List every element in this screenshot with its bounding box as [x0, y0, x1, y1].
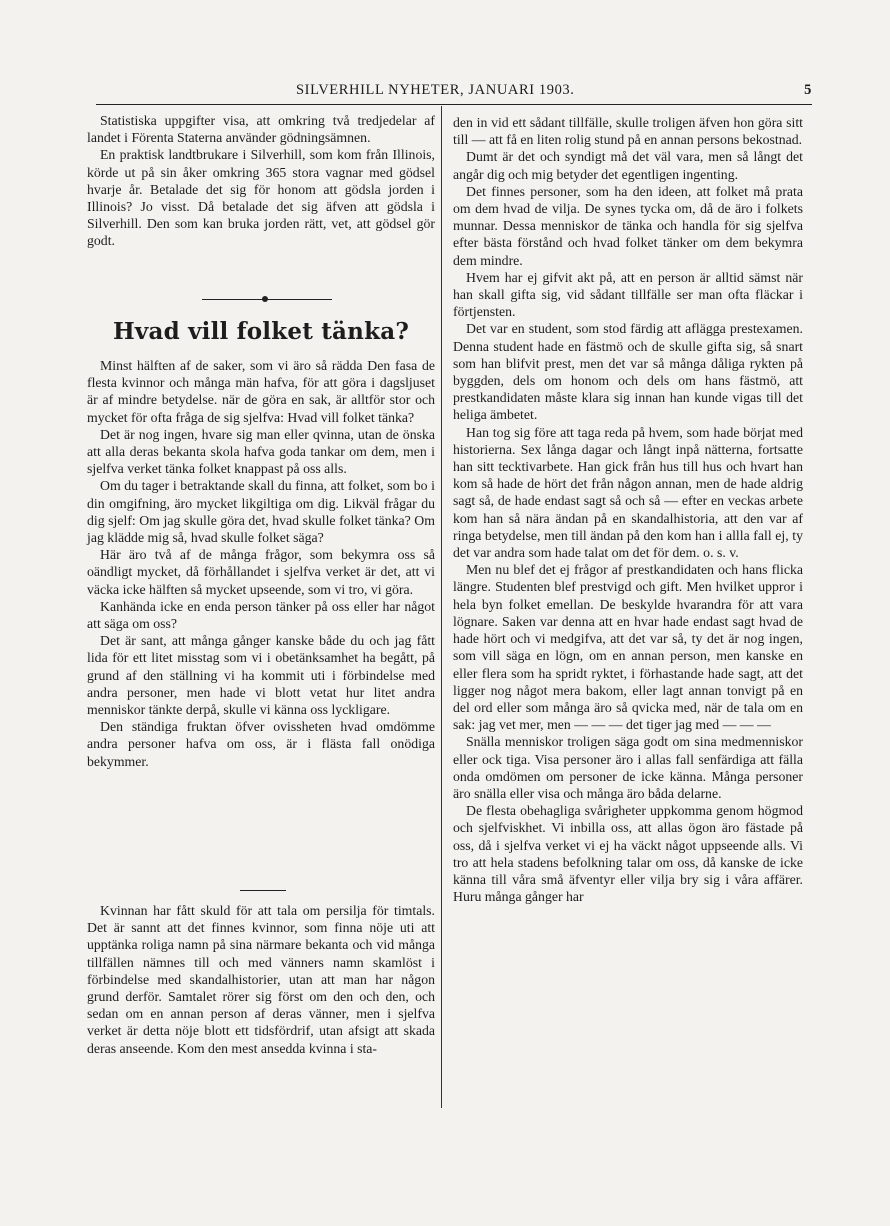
- paragraph: Men nu blef det ej frågor af prestkandidaten och hans flicka längre. Studenten blef prestvigd och gift. Men hvilket uppror i hela byn folket emellan. De beskylde hvarandra för att vara lögnare. Saken var denna att en hvar hade endast sagt hvad de hade hört och vi medgifva, att det var så, ty det är nog ingen, som vill säga en lögn, om en annan person, men kanske en eller flera som ha spridt ryktet, i förhastande hade sagt, att det ligger nog något mera bakom, eller lagt annan tonvigt på en del ord eller som många äro så qvicka med, när de tala om en sak: jag vet mer, men — — — det tiger jag med — — —: [453, 562, 803, 733]
- paragraph: Kanhända icke en enda person tänker på oss eller har något att säga om oss?: [87, 598, 435, 632]
- page-number: 5: [804, 82, 812, 98]
- left-top-section: [87, 112, 435, 250]
- paragraph: Här äro två af de många frågor, som bekymra oss så oändligt mycket, då förhållandet i sjelfva verket är det, att vi väcka icke hälften så mycket upseende, som vi tro, vi göra.: [87, 547, 435, 597]
- article-title: Hvad vill folket tänka?: [112, 318, 409, 345]
- paragraph: Hvem har ej gifvit akt på, att en person är alltid sämst när han skall gifta sig, vid sådant tillfälle ser man ofta fläckar i förtjensten.: [453, 269, 803, 320]
- left-bottom-section: [87, 902, 435, 1057]
- paragraph: Statistiska uppgifter visa, att omkring två tredjedelar af landet i Förenta Staterna använder gödningsämnen.: [87, 113, 435, 146]
- section-ornament-dot: [262, 296, 268, 302]
- section-short-rule: [240, 890, 286, 891]
- header-rule: [96, 104, 812, 105]
- paragraph: Minst hälften af de saker, som vi äro så rädda Den fasa de flesta kvinnor och många män hafva, för att göra i dagsljuset är af mindre betydelse. när de göra en sak, är alltför stor och mycket för ofta fråga de sig sjelfva: Hvad vill folket tänka?: [87, 358, 435, 425]
- running-title: SILVERHILL NYHETER, JANUARI 1903.: [296, 82, 575, 98]
- paragraph: Det är sant, att många gånger kanske både du och jag fått lida för ett litet misstag som vi i obetänksamhet ha begått, på grund af den ställning vi ha kommit uti i förbindelse med andra personer, men hade vi blott vetat hur litet andra menniskor tänkte derpå, skulle vi känna oss lyckligare.: [87, 633, 435, 718]
- paragraph: De flesta obehagliga svårigheter uppkomma genom högmod och sjelfviskhet. Vi inbilla oss, att allas ögon äro fästade på oss, då i sjelfva verket vi ej ha väckt något uppseende alls. Vi tro att hela stadens befolkning talar om oss, då kanske de icke känna till våra små äfventyr eller vilja bry sig i våra affärer. Huru många gånger har: [453, 803, 803, 905]
- paragraph: Snälla menniskor troligen säga godt om sina medmenniskor eller ock tiga. Visa personer äro i allas fall senfärdiga att fälla onda omdömen om personer de icke känna. Många personer äro snälla eller visa och många äro båda delarne.: [453, 734, 803, 801]
- paragraph: Det finnes personer, som ha den ideen, att folket må prata om dem hvad de vilja. De synes tycka om, då de äro i folkets munnar. Dessa menniskor de tänka och handla för sig sjelfva efter bästa förstånd och hvad folket tänker om dem bekymra dem mindre.: [453, 183, 803, 268]
- article-left-column: [87, 357, 435, 770]
- paragraph: Kvinnan har fått skuld för att tala om persilja för timtals. Det är sannt att det finnes kvinnor, som finna nöje uti att upptänka roliga namn på sina närmare bekanta och vid många tillfällen nämnes till och med vänners namn skamlöst i förbindelse med skandalhistorier, utan att man har någon grund derför. Samtalet rörer sig först om den och den, och sedan om en annan person af deras vänner, men i sjelfva verket är detta nöje blott ett tidsfördrif, utan afsigt att skada deras anseende. Kom den mest ansedda kvinna i sta-: [87, 903, 435, 1056]
- paragraph: Om du tager i betraktande skall du finna, att folket, som bo i din omgifning, äro mycket likgiltiga om dig. Likväl frågar du dig sjelf: Om jag skulle göra det, hvad skulle folket tänka? Om jag klädde mig så, hvad skulle folket säga?: [87, 478, 435, 546]
- paragraph: Dumt är det och syndigt må det väl vara, men så långt det angår dig och mig betyder det egentligen ingenting.: [453, 149, 803, 182]
- column-divider: [441, 106, 442, 1108]
- right-column: [453, 114, 803, 905]
- running-header: [96, 82, 812, 104]
- paragraph: En praktisk landtbrukare i Silverhill, som kom från Illinois, körde ut på sin åker omkring 365 stora vagnar med gödsel hvarje år. Betalade det sig för honom att gödsla jorden i Illinois? Jo visst. Då betalade det sig äfven att gödsla i Silverhill. Den som kan bruka jorden rätt, vet, att gödsel gör godt.: [87, 147, 435, 249]
- paragraph: den in vid ett sådant tillfälle, skulle troligen äfven hon göra sitt till — att få en liten rolig stund på en annan persons bekostnad.: [453, 115, 803, 148]
- paragraph: Det är nog ingen, hvare sig man eller qvinna, utan de önska att alla deras bekanta skola hafva goda tankar om dem, men i sjelfva verket tänka folket knappast på oss alls.: [87, 426, 435, 477]
- paragraph: Han tog sig före att taga reda på hvem, som hade börjat med historierna. Sex långa dagar och långt inpå nätterna, fortsatte han sitt tecktivarbete. Han gick från hus till hus och hvart han kom så hade de hört det från någon annan, men de hade aldrig sagt så, de hade endast sagt så och så — efter en veckas arbete kom han så nära ändan på en skandalhistoria, att den var af ringa betydelse, men till ändan på den kom han i allla fall ej, ty det var andra som hade talat om det för dem. o. s. v.: [453, 424, 803, 561]
- paragraph: Den ständiga fruktan öfver ovissheten hvad omdömme andra personer hafva om oss, är i flästa fall onödiga bekymmer.: [87, 719, 435, 769]
- paragraph: Det var en student, som stod färdig att aflägga prestexamen. Denna student hade en fästmö och de skulle gifta sig, så snart som han blifvit prest, men det var så många dåliga rykten på byggden, dels om honom och dels om hans fästmö, att prestkandidaten måste klara sig innan han kunde vigas till det heliga ämbetet.: [453, 321, 803, 423]
